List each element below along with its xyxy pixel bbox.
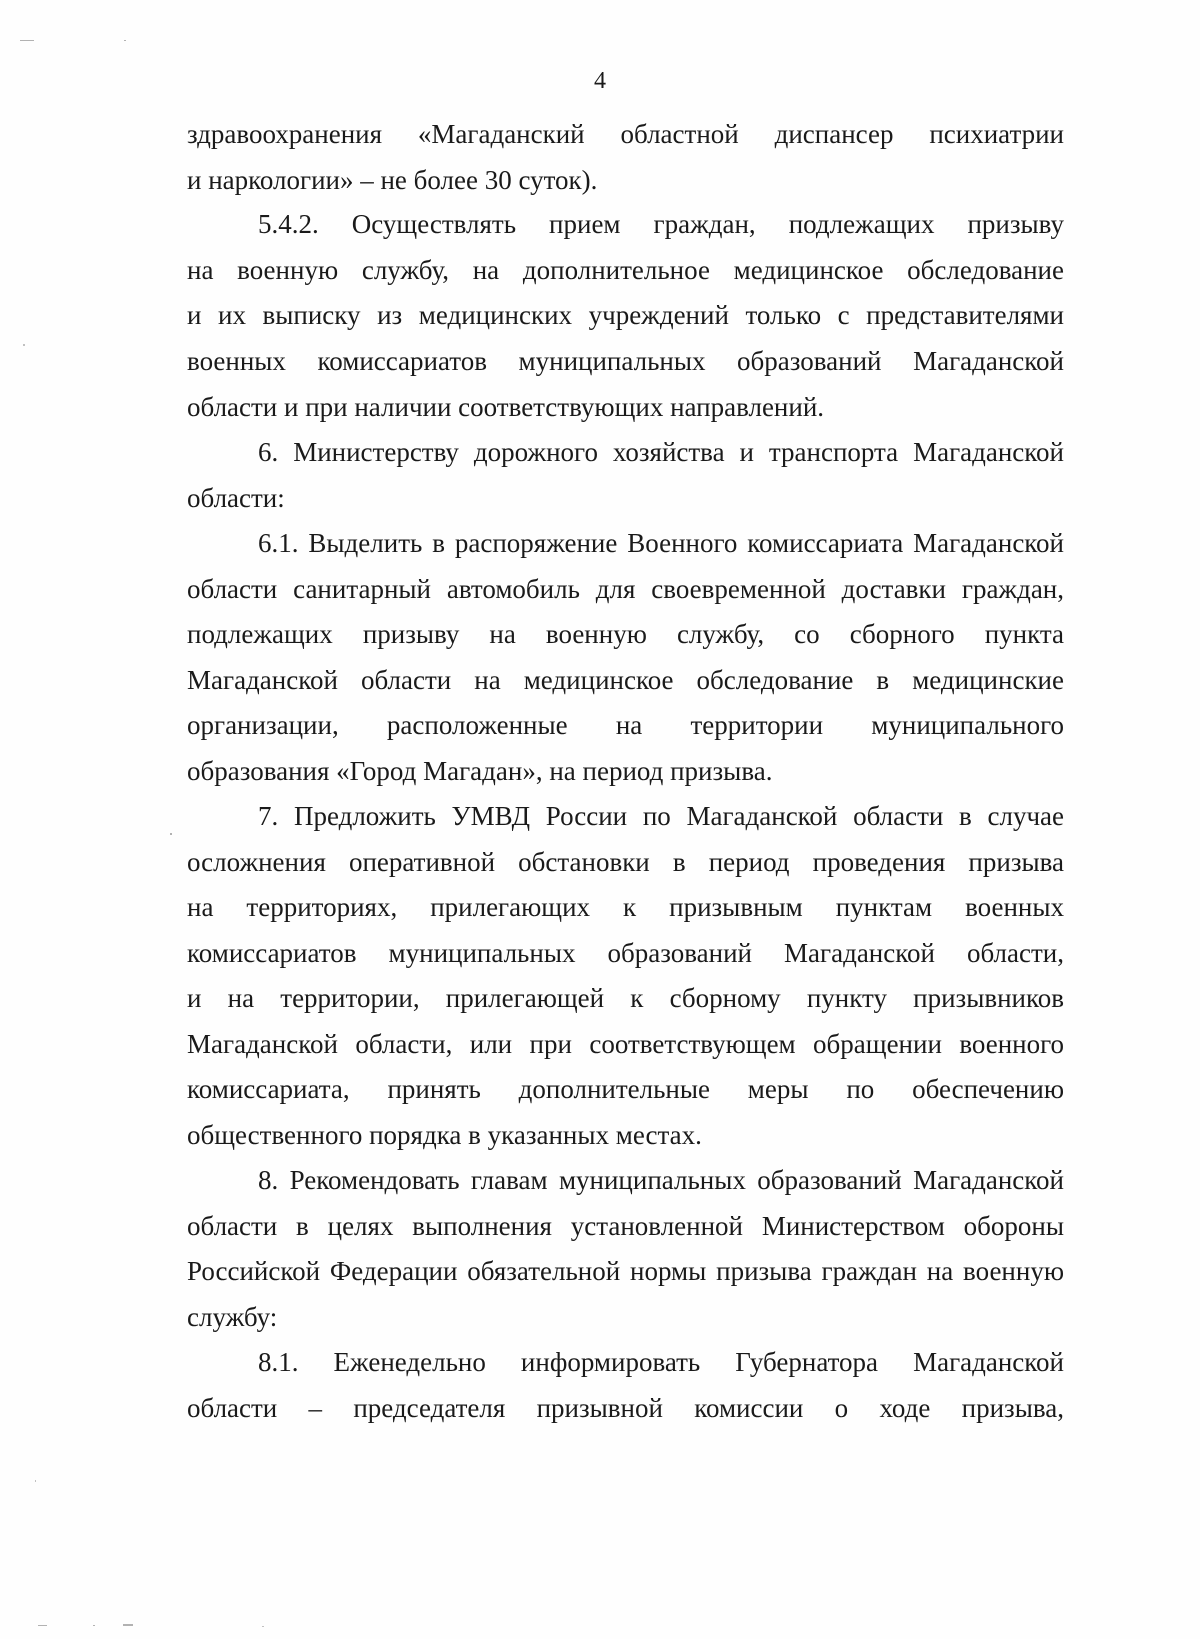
scan-speck xyxy=(170,833,172,835)
scan-speck xyxy=(35,1480,36,1482)
scan-speck xyxy=(38,1625,47,1626)
text-line: комиссариатов муниципальных образований Магаданской области, xyxy=(187,938,1064,968)
page-number: 4 xyxy=(594,68,606,94)
text-line: осложнения оперативной обстановки в период проведения призыва xyxy=(187,847,1064,877)
scan-speck xyxy=(93,1625,95,1626)
scan-speck xyxy=(20,40,34,41)
text-line: службу: xyxy=(187,1302,278,1332)
paragraph-start-6: 6. Министерству дорожного хозяйства и транспорта Магаданской xyxy=(258,437,1064,467)
paragraph-start-7: 7. Предложить УМВД России по Магаданской области в случае xyxy=(258,801,1064,831)
paragraph-start-6-1: 6.1. Выделить в распоряжение Военного комиссариата Магаданской xyxy=(258,528,1064,558)
text-line: области – председателя призывной комиссии о ходе призыва, xyxy=(187,1393,1064,1423)
text-line: Российской Федерации обязательной нормы призыва граждан на военную xyxy=(187,1256,1064,1286)
text-line: области и при наличии соответствующих направлений. xyxy=(187,392,825,422)
text-line: и наркологии» – не более 30 суток). xyxy=(187,165,598,195)
text-line: и их выписку из медицинских учреждений только с представителями xyxy=(187,300,1064,330)
text-line: области санитарный автомобиль для своевременной доставки граждан, xyxy=(187,574,1064,604)
text-line: образования «Город Магадан», на период призыва. xyxy=(187,756,773,786)
text-line: здравоохранения «Магаданский областной диспансер психиатрии xyxy=(187,119,1064,149)
text-line: области в целях выполнения установленной Министерством обороны xyxy=(187,1211,1064,1241)
scan-speck xyxy=(124,40,126,41)
scan-speck xyxy=(23,344,25,346)
scan-speck xyxy=(262,1626,264,1627)
text-line: и на территории, прилегающей к сборному пункту призывников xyxy=(187,983,1064,1013)
text-line: на военную службу, на дополнительное медицинское обследование xyxy=(187,255,1064,285)
text-line: комиссариата, принять дополнительные меры по обеспечению xyxy=(187,1074,1064,1104)
text-line: общественного порядка в указанных местах. xyxy=(187,1120,702,1150)
text-line: организации, расположенные на территории муниципального xyxy=(187,710,1064,740)
scan-speck xyxy=(123,1624,133,1626)
paragraph-start-8: 8. Рекомендовать главам муниципальных образований Магаданской xyxy=(258,1165,1064,1195)
paragraph-start-8-1: 8.1. Еженедельно информировать Губернатора Магаданской xyxy=(258,1347,1064,1377)
text-line: на территориях, прилегающих к призывным пунктам военных xyxy=(187,892,1064,922)
text-line: военных комиссариатов муниципальных образований Магаданской xyxy=(187,346,1064,376)
paragraph-start-5-4-2: 5.4.2. Осуществлять прием граждан, подлежащих призыву xyxy=(258,209,1064,239)
text-line: Магаданской области на медицинское обследование в медицинские xyxy=(187,665,1064,695)
text-line: области: xyxy=(187,483,285,513)
text-line: подлежащих призыву на военную службу, со сборного пункта xyxy=(187,619,1064,649)
text-line: Магаданской области, или при соответствующем обращении военного xyxy=(187,1029,1064,1059)
